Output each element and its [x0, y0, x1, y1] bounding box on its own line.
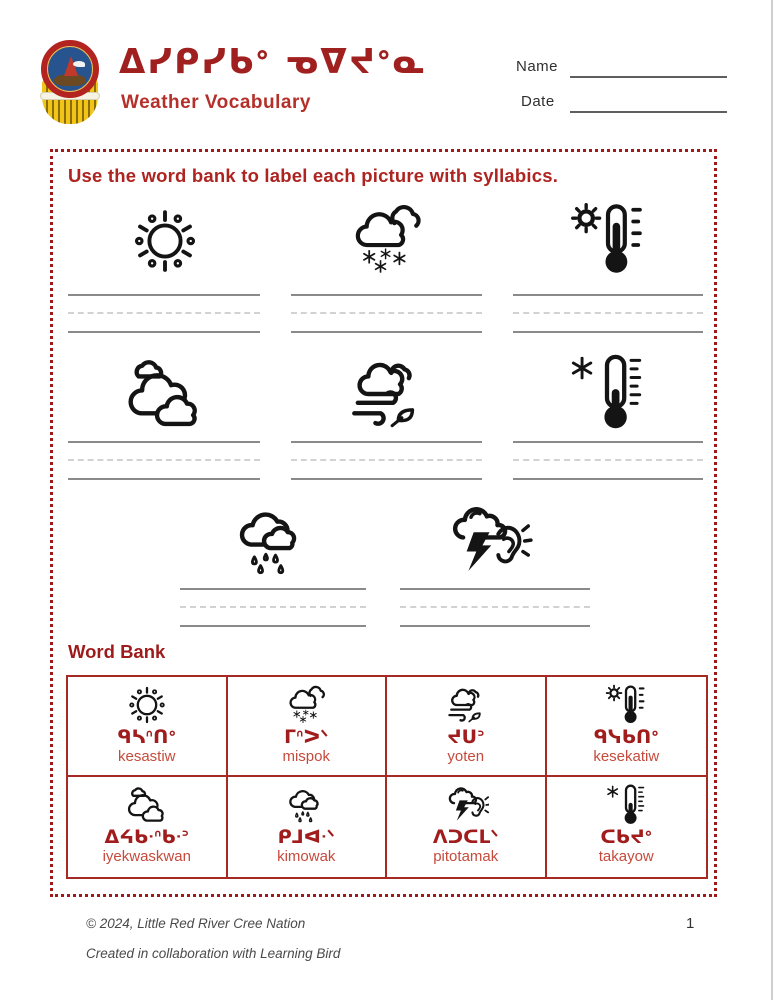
organization-logo: [30, 40, 110, 126]
logo-teepee: [64, 56, 78, 76]
wordbank-syllabics: ᐱᑐᑕᒪᐠ: [432, 826, 499, 848]
wordbank-cell-kesastiw: [68, 677, 228, 777]
wordbank-roman: takayow: [598, 847, 654, 865]
wordbank-roman: mispok: [282, 747, 330, 765]
wordbank-roman: kesekatiw: [593, 747, 660, 765]
wordbank-syllabics: ᔪᑌᐣ: [446, 726, 485, 748]
page-number: 1: [686, 915, 695, 932]
wordbank-cell-kesekatiw: [547, 677, 707, 777]
wordbank-cell-yoten: [387, 677, 547, 777]
writing-lines: [291, 294, 482, 333]
wordbank-cell-takayow: [547, 777, 707, 877]
page-title-english: Weather Vocabulary: [121, 92, 311, 113]
date-label: Date: [521, 93, 555, 110]
wordbank-roman: yoten: [447, 747, 485, 765]
snow-icon: [283, 682, 329, 728]
collaboration-text: Created in collaboration with Learning Bird: [86, 946, 341, 961]
logo-emblem-circle: [41, 40, 99, 98]
writing-lines: [400, 588, 590, 627]
name-line: [570, 76, 727, 78]
rain-icon: [283, 782, 329, 828]
copyright-text: © 2024, Little Red River Cree Nation: [86, 916, 306, 931]
sun-icon: [124, 682, 170, 728]
wind-icon: [443, 682, 489, 728]
rain-icon: [228, 497, 316, 585]
writing-lines: [513, 441, 703, 480]
hot-thermometer-icon: [566, 198, 650, 282]
thunder-icon: [436, 497, 536, 585]
logo-ground: [54, 74, 86, 86]
wordbank-syllabics: ᑫᓴᐢᑎᐤ: [117, 726, 176, 748]
wordbank-cell-iyekwaskwan: [68, 777, 228, 877]
instruction-text: Use the word bank to label each picture with syllabics.: [68, 165, 559, 186]
date-line: [570, 111, 727, 113]
wordbank-cell-pitotamak: [387, 777, 547, 877]
wordbank-roman: iyekwaskwan: [102, 847, 191, 865]
word-bank-table: [66, 675, 708, 879]
name-label: Name: [516, 58, 559, 75]
clouds-icon: [120, 350, 210, 438]
snow-icon: [344, 198, 428, 282]
wordbank-roman: kesastiw: [117, 747, 176, 765]
writing-lines: [180, 588, 366, 627]
word-bank-heading: Word Bank: [68, 641, 166, 662]
logo-eagle: [73, 61, 85, 67]
cold-thermometer-icon: [603, 782, 649, 828]
writing-lines: [68, 441, 260, 480]
page-title-syllabics: ᐃᓯᑭᓯᑲᐤ ᓀᐁᔪᐤᓇ: [119, 42, 427, 82]
cold-thermometer-icon: [564, 348, 650, 438]
wind-icon: [342, 350, 430, 438]
clouds-icon: [124, 782, 170, 828]
wordbank-syllabics: ᐃᔦᑲᐧᐢᑲᐧᐣ: [104, 826, 189, 848]
wordbank-cell-kimowak: [228, 777, 388, 877]
thunder-icon: [443, 782, 489, 828]
wordbank-syllabics: ᑭᒧᐊᐧᐠ: [277, 826, 335, 848]
sun-icon: [126, 202, 204, 280]
hot-thermometer-icon: [603, 682, 649, 728]
wordbank-cell-mispok: [228, 677, 388, 777]
wordbank-syllabics: ᑫᓭᑲᑎᐤ: [593, 726, 659, 748]
wordbank-roman: kimowak: [277, 847, 336, 865]
wordbank-syllabics: ᒥᐢᐳᐠ: [284, 726, 329, 748]
writing-lines: [291, 441, 482, 480]
writing-lines: [513, 294, 703, 333]
wordbank-roman: pitotamak: [433, 847, 499, 865]
wordbank-syllabics: ᑕᑲᔪᐤ: [600, 826, 653, 848]
writing-lines: [68, 294, 260, 333]
